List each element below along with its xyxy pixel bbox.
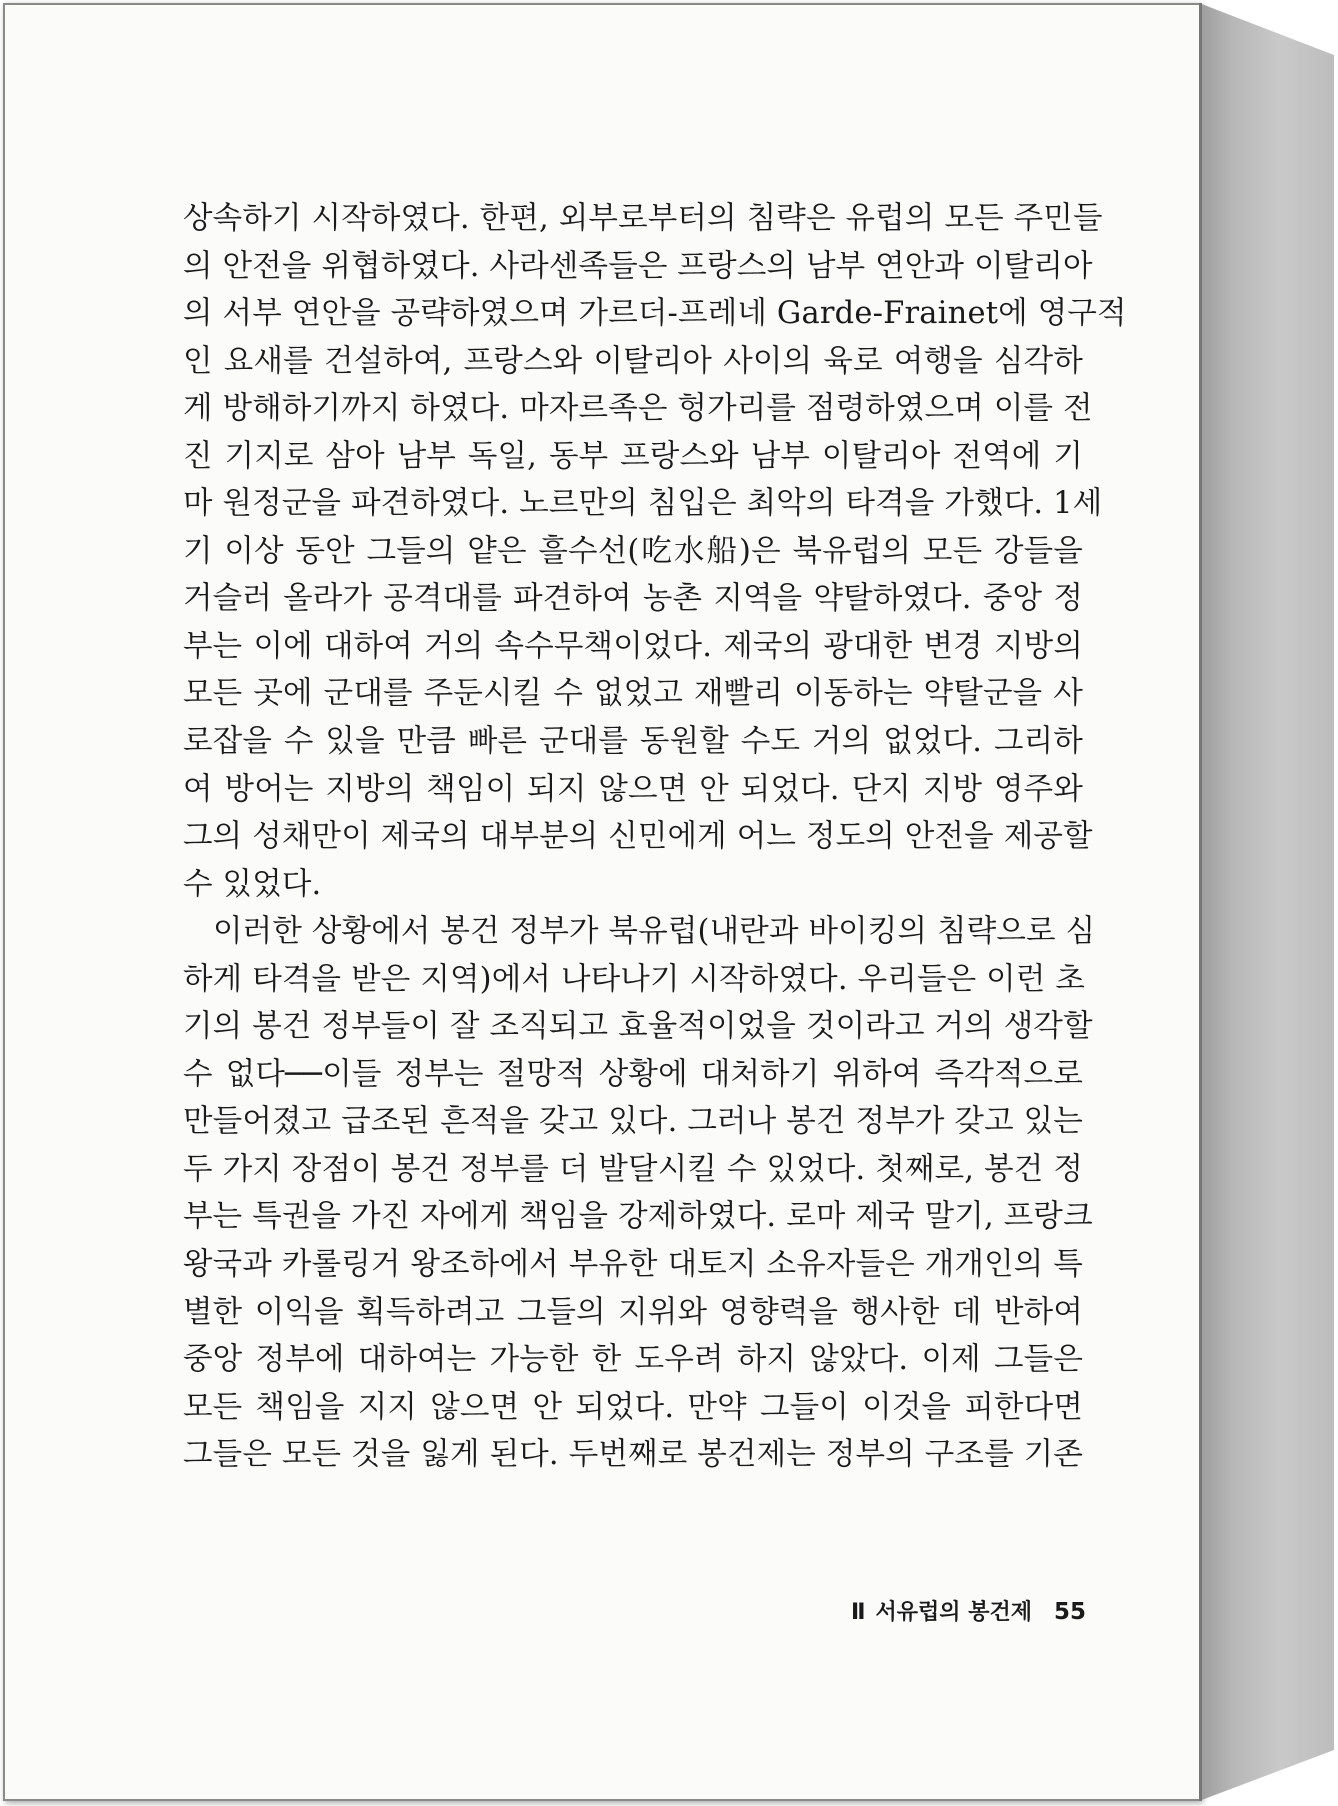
text-line: 왕국과 카롤링거 왕조하에서 부유한 대토지 소유자들은 개개인의 특 [183,1247,1083,1283]
text-line: 그들은 모든 것을 잃게 된다. 두번째로 봉건제는 정부의 구조를 기존 [183,1437,1083,1473]
text-line: 수 없다──이들 정부는 절망적 상황에 대처하기 위하여 즉각적으로 [183,1056,1083,1092]
text-line: 여 방어는 지방의 책임이 되지 않으면 안 되었다. 단지 지방 영주와 [183,771,1083,807]
text-line: 마 원정군을 파견하였다. 노르만의 침입은 최악의 타격을 가했다. 1세 [183,486,1103,522]
book-spine [1199,3,1334,1801]
text-line: 거슬러 올라가 공격대를 파견하여 농촌 지역을 약탈하였다. 중앙 정 [183,581,1083,617]
text-line: 모든 책임을 지지 않으면 안 되었다. 만약 그들이 이것을 피한다면 [183,1389,1083,1425]
text-line: 기의 봉건 정부들이 잘 조직되고 효율적이었을 것이라고 거의 생각할 [183,1009,1093,1045]
text-line: 두 가지 장점이 봉건 정부를 더 발달시킬 수 있었다. 첫째로, 봉건 정 [183,1151,1083,1187]
chapter-title: 서유럽의 봉건제 [875,1600,1032,1625]
running-footer [800,1595,1086,1626]
text-line: 상속하기 시작하였다. 한편, 외부로부터의 침략은 유럽의 모든 주민들 [183,201,1103,236]
text-line: 그의 성채만이 제국의 대부분의 신민에게 어느 정도의 안전을 제공할 [183,819,1093,855]
book-spine-edge [1199,3,1202,1801]
text-line: 게 방해하기까지 하였다. 마자르족은 헝가리를 점령하였으며 이를 전 [183,391,1093,427]
text-line: 부는 특권을 가진 자에게 책임을 강제하였다. 로마 제국 말기, 프랑크 [183,1199,1093,1235]
text-line: 별한 이익을 획득하려고 그들의 지위와 영향력을 행사한 데 반하여 [183,1294,1083,1330]
chapter-numeral: Ⅱ [851,1600,866,1625]
text-line: 진 기지로 삼아 남부 독일, 동부 프랑스와 남부 이탈리아 전역에 기 [183,438,1083,474]
text-line: 인 요새를 건설하여, 프랑스와 이탈리아 사이의 육로 여행을 심각하 [183,343,1083,379]
text-line: 로잡을 수 있을 만큼 빠른 군대를 동원할 수도 거의 없었다. 그리하 [183,724,1083,760]
text-line: 중앙 정부에 대하여는 가능한 한 도우려 하지 않았다. 이제 그들은 [183,1342,1083,1378]
text-line: 의 안전을 위협하였다. 사라센족들은 프랑스의 남부 연안과 이탈리아 [183,248,1093,284]
text-line: 부는 이에 대하여 거의 속수무책이었다. 제국의 광대한 변경 지방의 [183,628,1083,664]
paragraph-1 [183,195,1127,908]
text-line: 하게 타격을 받은 지역)에서 나타나기 시작하였다. 우리들은 이런 초 [183,961,1086,997]
text-line: 기 이상 동안 그들의 얕은 흘수선(吃水船)은 북유럽의 모든 강들을 [183,533,1083,569]
text-line: 의 서부 연안을 공략하였으며 가르더-프레네 Garde-Frainet에 영구적 [183,296,1127,332]
text-line: 만들어졌고 급조된 흔적을 갖고 있다. 그러나 봉건 정부가 갖고 있는 [183,1104,1083,1140]
text-line: 모든 곳에 군대를 주둔시킬 수 없었고 재빨리 이동하는 약탈군을 사 [183,676,1083,712]
page-number: 55 [1053,1599,1086,1625]
text-line: 이러한 상황에서 봉건 정부가 북유럽(내란과 바이킹의 침략으로 심 [213,914,1096,950]
paragraph-2 [183,908,1096,1479]
body-text [183,195,1127,1479]
text-line: 수 있었다. [183,866,322,902]
